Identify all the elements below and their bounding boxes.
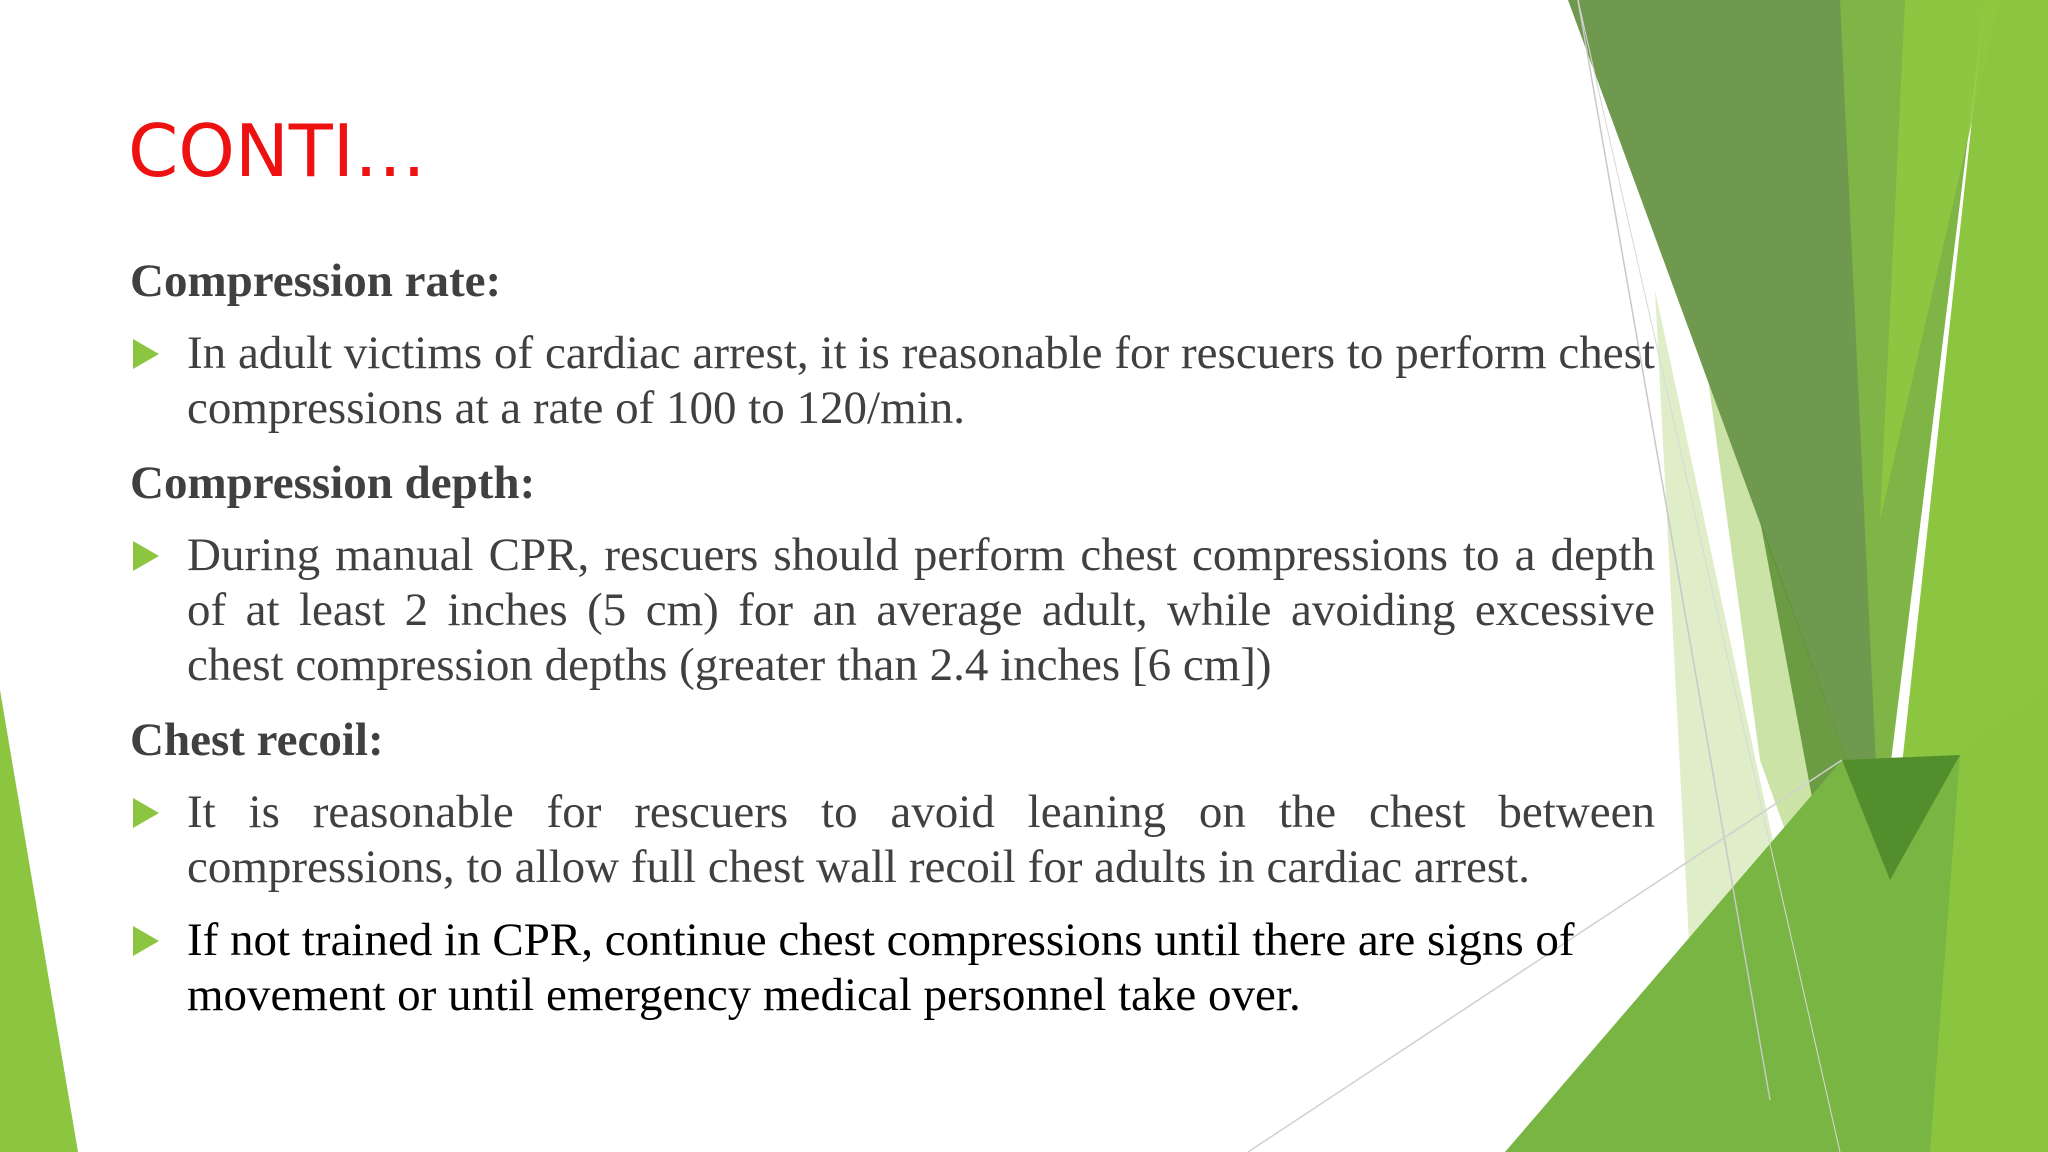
bullet-item xyxy=(130,785,1655,895)
bullet-item xyxy=(130,913,1655,1023)
section-heading-compression-rate: Compression rate: xyxy=(130,255,502,307)
bullet-text: In adult victims of cardiac arrest, it is reasonable for rescuers to perform chest compressions at a rate of 100 to 120/min. xyxy=(187,327,1655,434)
left-green-sliver xyxy=(0,690,78,1152)
bullet-item xyxy=(130,528,1655,693)
bullet-text: If not trained in CPR, continue chest compressions until there are signs of movement or until emergency medical personnel take over. xyxy=(187,914,1575,1021)
slide-content xyxy=(130,252,1655,1041)
bullet-item xyxy=(130,326,1655,436)
bullet-text: It is reasonable for rescuers to avoid leaning on the chest between compressions, to allow full chest wall recoil for adults in cardiac arrest. xyxy=(187,786,1655,893)
right-triangle-bullet-icon xyxy=(133,541,159,571)
right-triangle-bullet-icon xyxy=(133,798,159,828)
slide-title: CONTI… xyxy=(128,109,427,193)
section-heading-compression-depth: Compression depth: xyxy=(130,457,536,509)
right-triangle-bullet-icon xyxy=(133,926,159,956)
section-heading-chest-recoil: Chest recoil: xyxy=(130,714,384,766)
bullet-text: During manual CPR, rescuers should perform chest compressions to a depth of at least 2 inches (5 cm) for an average adult, while avoiding excessive chest compression depths (greater than 2.4 inches [6 cm]) xyxy=(187,529,1655,691)
right-triangle-bullet-icon xyxy=(133,339,159,369)
